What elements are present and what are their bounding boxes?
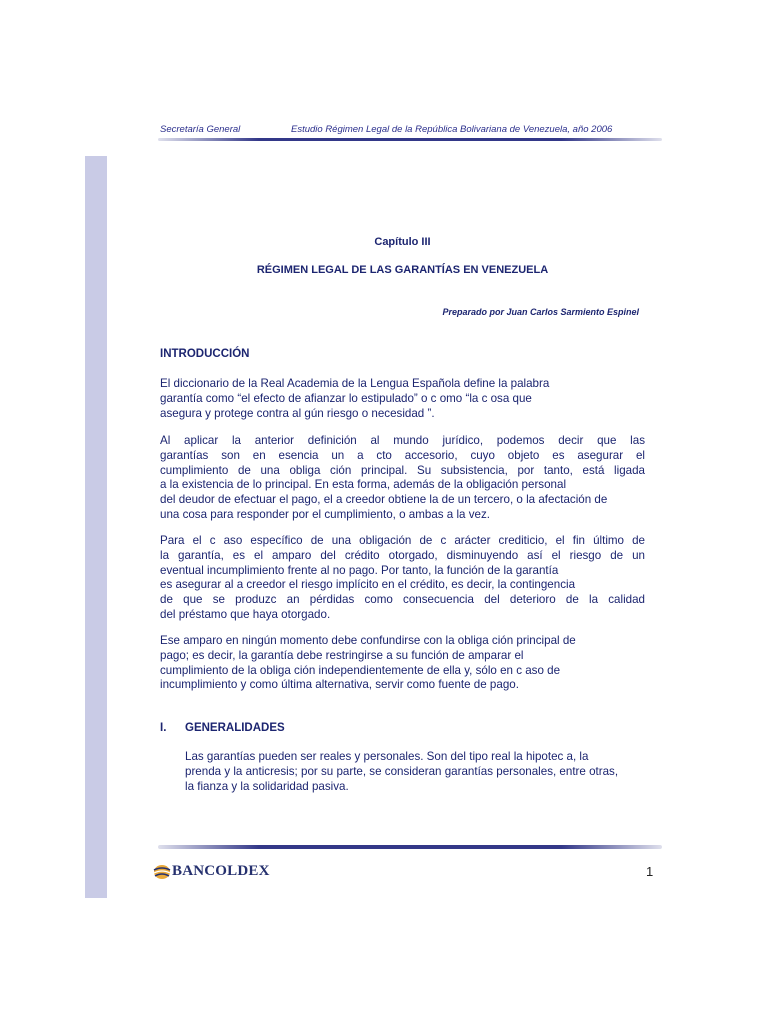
document-title: RÉGIMEN LEGAL DE LAS GARANTÍAS EN VENEZUELA bbox=[256, 264, 549, 276]
paragraph-line: una cosa para responder por el cumplimiento, o ambas a la vez. bbox=[160, 507, 490, 521]
chapter-label: Capítulo III bbox=[374, 236, 431, 248]
paragraph-line: eventual incumplimiento frente al no pago. Por tanto, la función de la garantía bbox=[160, 563, 559, 577]
paragraph-line: del préstamo que haya otorgado. bbox=[160, 607, 331, 621]
paragraph-5 bbox=[185, 750, 645, 794]
paragraph-line: Ese amparo en ningún momento debe confundirse con la obliga ción principal de bbox=[160, 634, 576, 647]
section-heading-introduction: INTRODUCCIÓN bbox=[160, 348, 250, 360]
paragraph-2 bbox=[160, 434, 645, 523]
paragraph-line: garantía como “el efecto de afianzar lo estipulado” o c omo “la c osa que bbox=[160, 391, 532, 405]
paragraph-line: es asegurar al a creedor el riesgo implícito en el crédito, es decir, la contingencia bbox=[160, 578, 576, 592]
paragraph-line: incumplimiento y como última alternativa, servir como fuente de pago. bbox=[160, 678, 519, 692]
paragraph-line: Para el c aso específico de una obligación de c arácter crediticio, el fin último de bbox=[160, 534, 645, 547]
paragraph-line: El diccionario de la Real Academia de la Lengua Española define la palabra bbox=[160, 377, 550, 390]
header-rule bbox=[158, 138, 662, 141]
section-heading-generalidades: GENERALIDADES bbox=[185, 722, 285, 734]
paragraph-line: prenda y la anticresis; por su parte, se consideran garantías personales, entre otras, bbox=[185, 764, 619, 778]
paragraph-line: del deudor de efectuar el pago, el a creedor obtiene la de un tercero, o la afectación de bbox=[160, 493, 608, 507]
header-right: Estudio Régimen Legal de la República Bolivariana de Venezuela, año 2006 bbox=[291, 124, 613, 135]
paragraph-line: Al aplicar la anterior definición al mundo jurídico, podemos decir que las bbox=[160, 434, 645, 447]
header-left: Secretaría General bbox=[160, 124, 241, 135]
paragraph-line: cumplimiento de la obliga ción independientemente de ella y, sólo en c aso de bbox=[160, 663, 561, 677]
paragraph-line: de que se produzc an pérdidas como consecuencia del deterioro de la calidad bbox=[160, 593, 645, 607]
paragraph-line: a la existencia de lo principal. En esta forma, además de la obligación personal bbox=[160, 478, 567, 492]
paragraph-4 bbox=[160, 634, 645, 693]
author-line: Preparado por Juan Carlos Sarmiento Espinel bbox=[442, 307, 639, 317]
paragraph-line: cumplimiento de una obliga ción principal. Su subsistencia, por tanto, está ligada bbox=[160, 463, 645, 477]
paragraph-line: asegura y protege contra al gún riesgo o necesidad ”. bbox=[160, 406, 435, 420]
paragraph-line: pago; es decir, la garantía debe restringirse a su función de amparar el bbox=[160, 648, 524, 662]
paragraph-1 bbox=[160, 377, 645, 421]
left-margin-band bbox=[85, 156, 107, 898]
paragraph-3 bbox=[160, 534, 645, 623]
paragraph-line: garantías son en esencia un a cto accesorio, cuyo objeto es asegurar el bbox=[160, 448, 645, 462]
bancoldex-logo bbox=[152, 862, 292, 882]
page-number: 1 bbox=[646, 864, 654, 879]
paragraph-line: la fianza y la solidaridad pasiva. bbox=[185, 779, 349, 793]
section-number-generalidades: I. bbox=[160, 722, 167, 734]
logo-wordmark: BANCOLDEX bbox=[172, 863, 270, 879]
footer-rule bbox=[158, 845, 662, 849]
bancoldex-emblem-icon bbox=[152, 862, 172, 882]
paragraph-line: Las garantías pueden ser reales y personales. Son del tipo real la hipotec a, la bbox=[185, 750, 589, 763]
paragraph-line: la garantía, es el amparo del crédito otorgado, disminuyendo así el riesgo de un bbox=[160, 548, 645, 562]
